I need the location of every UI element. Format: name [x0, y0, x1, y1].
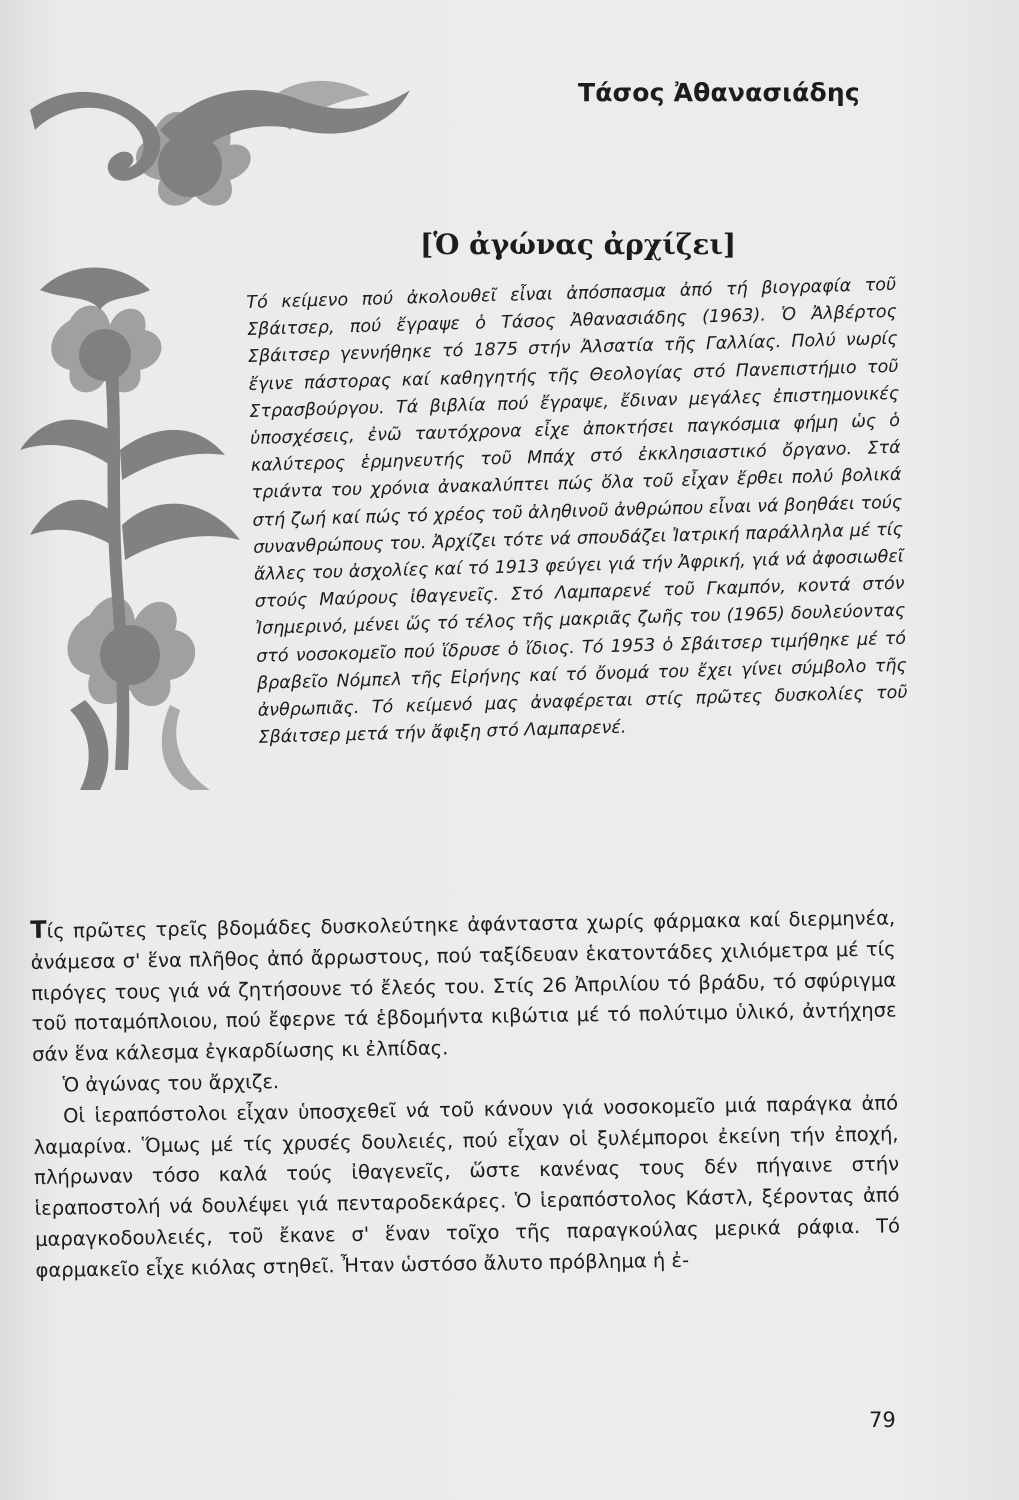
intro-paragraph: Τό κείμενο πού ἀκολουθεῖ εἶναι ἀπόσπασμα ἀπό τή βιογραφία τοῦ Σβάιτσερ, πού ἔγραψε ὁ Τάσος Ἀθανασιάδης (1963). Ὁ Ἀλβέρτος Σβάιτσερ γεννήθηκε τό 1875 στήν Ἀλσατία τῆς Γαλλίας. Πολύ νωρίς ἔγινε πάστορας καί καθηγητής τῆς Θεολογίας στό Πανεπιστήμιο τοῦ Στρασβούργου. Τά βιβλία πού ἔγραψε, ἔδιναν μεγάλες ἐπιστημονικές ὑποσχέσεις, ἐνῶ ταυτόχρονα εἶχε ἀποκτήσει παγκόσμια φήμη ὡς ὁ καλύτερος ἑρμηνευτής τοῦ Μπάχ στό ἐκκλησιαστικό ὄργανο. Στά τριάντα του χρόνια ἀνακαλύπτει πώς ὅλα τοῦ εἶχαν ἔρθει πολύ βολικά στή ζωή καί πώς τό χρέος τοῦ ἀληθινοῦ ἀνθρώπου εἶναι νά βοηθάει τούς συνανθρώπους του. Ἀρχίζει τότε νά σπουδάζει Ἰατρική παράλληλα μέ τίς ἄλλες του ἀσχολίες καί τό 1913 φεύγει γιά τήν Ἀφρική, γιά νά ἀφοσιωθεῖ στούς Μαύρους ἰθαγενεῖς. Στό Λαμπαρενέ τοῦ Γκαμπόν, κοντά στόν Ἰσημερινό, μένει ὥς τό τέλος τῆς μακριᾶς ζωῆς του (1965) δουλεύοντας στό νοσοκομεῖο πού ἵδρυσε ὁ ἴδιος. Τό 1953 ὁ Σβάιτσερ τιμήθηκε μέ τό βραβεῖο Νόμπελ τῆς Εἰρήνης καί τό ὄνομά του ἔχει γίνει σύμβολο τῆς ἀνθρωπιᾶς. Τό κείμενό μας ἀναφέρεται στίς πρῶτες δυσκολίες τοῦ Σβάιτσερ μετά τήν ἄφιξη στό Λαμπαρενέ. [246, 274, 908, 749]
author-name: Τάσος Ἀθανασιάδης [578, 78, 860, 107]
paragraph-3: Οἱ ἱεραπόστολοι εἶχαν ὑποσχεθεῖ νά τοῦ κάνουν γιά νοσοκομεῖο μιά παράγκα ἀπό λαμαρίνα. Ὅμως μέ τίς χρυσές δουλειές, πού εἶχαν οἱ ξυλέμποροι ἐκείνη τήν ἐποχή, πλήρωναν τόσο καλά τούς ἰθαγενεῖς, ὥστε κανένας τους δέν πήγαινε στήν ἱεραποστολή νά δουλέψει γιά πενταροδεκάρες. Ὁ ἱεραπόστολος Κάστλ, ξέροντας ἀπό μαραγκοδουλειές, τοῦ ἔκανε σ' ἕναν τοῖχο τῆς παραγκούλας μερικά ράφια. Τό φαρμακεῖο εἶχε κιόλας στηθεῖ. Ἦταν ὡστόσο ἄλυτο πρόβλημα ἡ ἐ- [33, 1091, 901, 1282]
chapter-title: [Ὁ ἀγώνας ἀρχίζει] [420, 228, 737, 261]
page-number: 79 [869, 1408, 896, 1432]
paragraph-1-text: ίς πρῶτες τρεῖς βδομάδες δυσκολεύτηκε ἀφάνταστα χωρίς φάρμακα καί διερμηνέα, ἀνάμεσα σ' ἕνα πλῆθος ἀπό ἄρρωστους, πού ταξίδευαν ἑκατοντάδες χιλιόμετρα μέ τίς πιρόγες τους γιά νά ζητήσουνε τό ἔλεός του. Στίς 26 Ἀπριλίου τό βράδυ, τό σφύριγμα τοῦ ποταμόπλοιου, πού ἔφερνε τά ἑβδομήντα κιβώτια μέ τό πολύτιμο ὑλικό, ἀντήχησε σάν ἕνα κάλεσμα ἐγκαρδίωσης κι ἐλπίδας. [30, 906, 897, 1067]
drop-cap: Τ [30, 915, 47, 944]
paragraph-1 [30, 901, 897, 1071]
paragraph-2: Ὁ ἀγώνας του ἄρχιζε. [62, 1070, 280, 1097]
main-text [30, 901, 901, 1286]
